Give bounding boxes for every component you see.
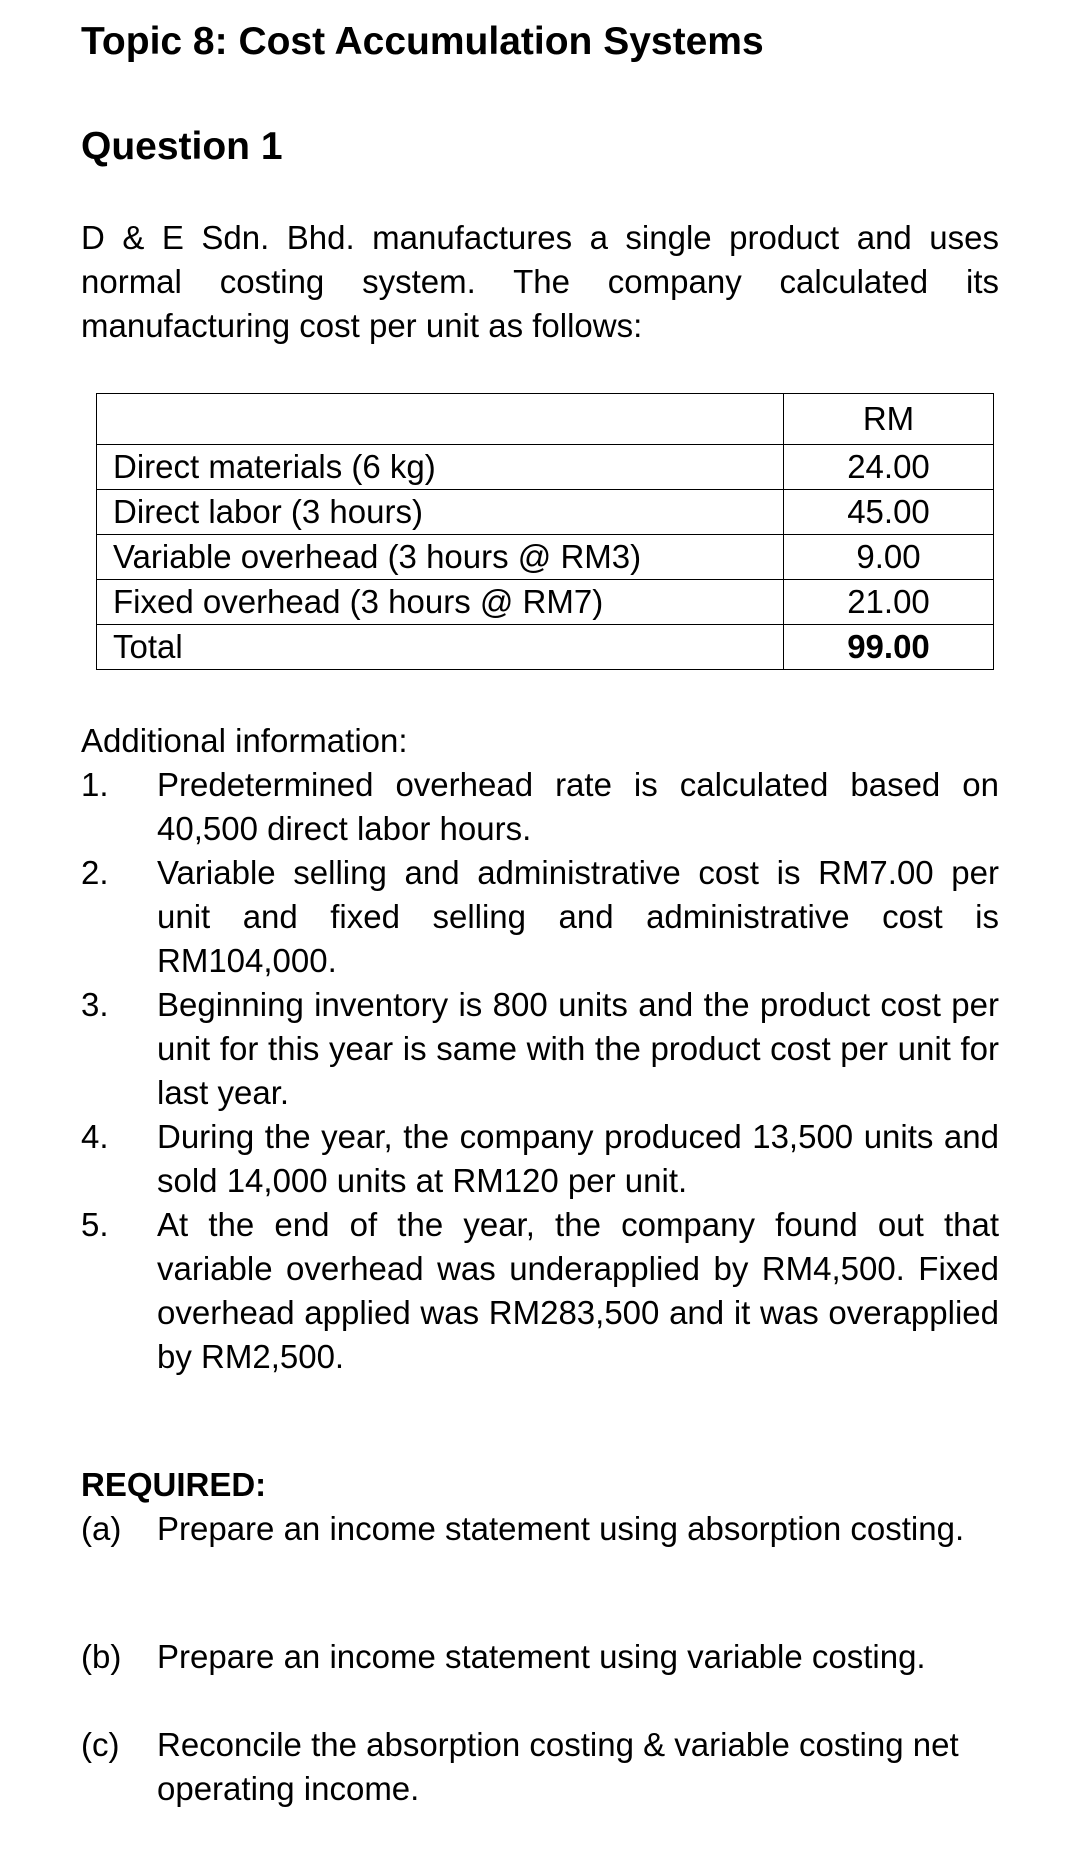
row-value: 21.00: [784, 580, 994, 625]
list-item-text: Beginning inventory is 800 units and the product cost per unit for this year is same with the product cost per unit for last year.: [157, 986, 999, 1111]
required-item-a: [81, 1507, 999, 1551]
list-item-number: 3.: [81, 986, 109, 1023]
table-header-blank: [97, 394, 784, 445]
table-row: [97, 535, 994, 580]
list-item-text: Variable selling and administrative cost is RM7.00 per unit and fixed selling and administrative cost is RM104,000.: [157, 854, 999, 979]
row-label: Direct materials (6 kg): [97, 445, 784, 490]
required-item-b: [81, 1635, 999, 1679]
row-value: 45.00: [784, 490, 994, 535]
list-item-text: During the year, the company produced 13,500 units and sold 14,000 units at RM120 per unit.: [157, 1118, 999, 1199]
total-value: 99.00: [784, 625, 994, 670]
list-item: [81, 851, 999, 983]
currency-header: RM: [784, 394, 994, 445]
row-label: Fixed overhead (3 hours @ RM7): [97, 580, 784, 625]
list-item-text: At the end of the year, the company found out that variable overhead was underapplied by RM4,500. Fixed overhead applied was RM283,500 and it was overapplied by RM2,500.: [157, 1206, 999, 1375]
required-item-letter: (b): [81, 1638, 122, 1675]
list-item: [81, 763, 999, 851]
additional-info-heading: Additional information:: [81, 722, 408, 759]
table-row: [97, 490, 994, 535]
list-item: [81, 1115, 999, 1203]
required-item-letter: (c): [81, 1726, 120, 1763]
table-row: [97, 580, 994, 625]
required-item-text: Reconcile the absorption costing & variable costing net operating income.: [157, 1726, 959, 1807]
required-item-text: Prepare an income statement using absorption costing.: [157, 1510, 965, 1547]
list-item-number: 1.: [81, 766, 109, 803]
row-label: Direct labor (3 hours): [97, 490, 784, 535]
required-item-text: Prepare an income statement using variable costing.: [157, 1638, 926, 1675]
required-heading: REQUIRED:: [81, 1466, 267, 1503]
table-total-row: [97, 625, 994, 670]
table-row: [97, 445, 994, 490]
row-label: Variable overhead (3 hours @ RM3): [97, 535, 784, 580]
total-label: Total: [97, 625, 784, 670]
row-value: 24.00: [784, 445, 994, 490]
question-title: Question 1: [81, 125, 283, 168]
list-item: [81, 983, 999, 1115]
list-item: [81, 1203, 999, 1379]
intro-paragraph: D & E Sdn. Bhd. manufactures a single product and uses normal costing system. The company calculated its manufacturing cost per unit as follows:: [81, 219, 999, 344]
topic-title: Topic 8: Cost Accumulation Systems: [81, 20, 764, 63]
table-header-row: [97, 394, 994, 445]
additional-info-list: [81, 763, 999, 1379]
row-value: 9.00: [784, 535, 994, 580]
required-item-c: [81, 1723, 999, 1811]
cost-per-unit-table: [96, 393, 994, 670]
list-item-number: 5.: [81, 1206, 109, 1243]
required-item-letter: (a): [81, 1510, 122, 1547]
list-item-text: Predetermined overhead rate is calculated based on 40,500 direct labor hours.: [157, 766, 999, 847]
list-item-number: 2.: [81, 854, 109, 891]
list-item-number: 4.: [81, 1118, 109, 1155]
